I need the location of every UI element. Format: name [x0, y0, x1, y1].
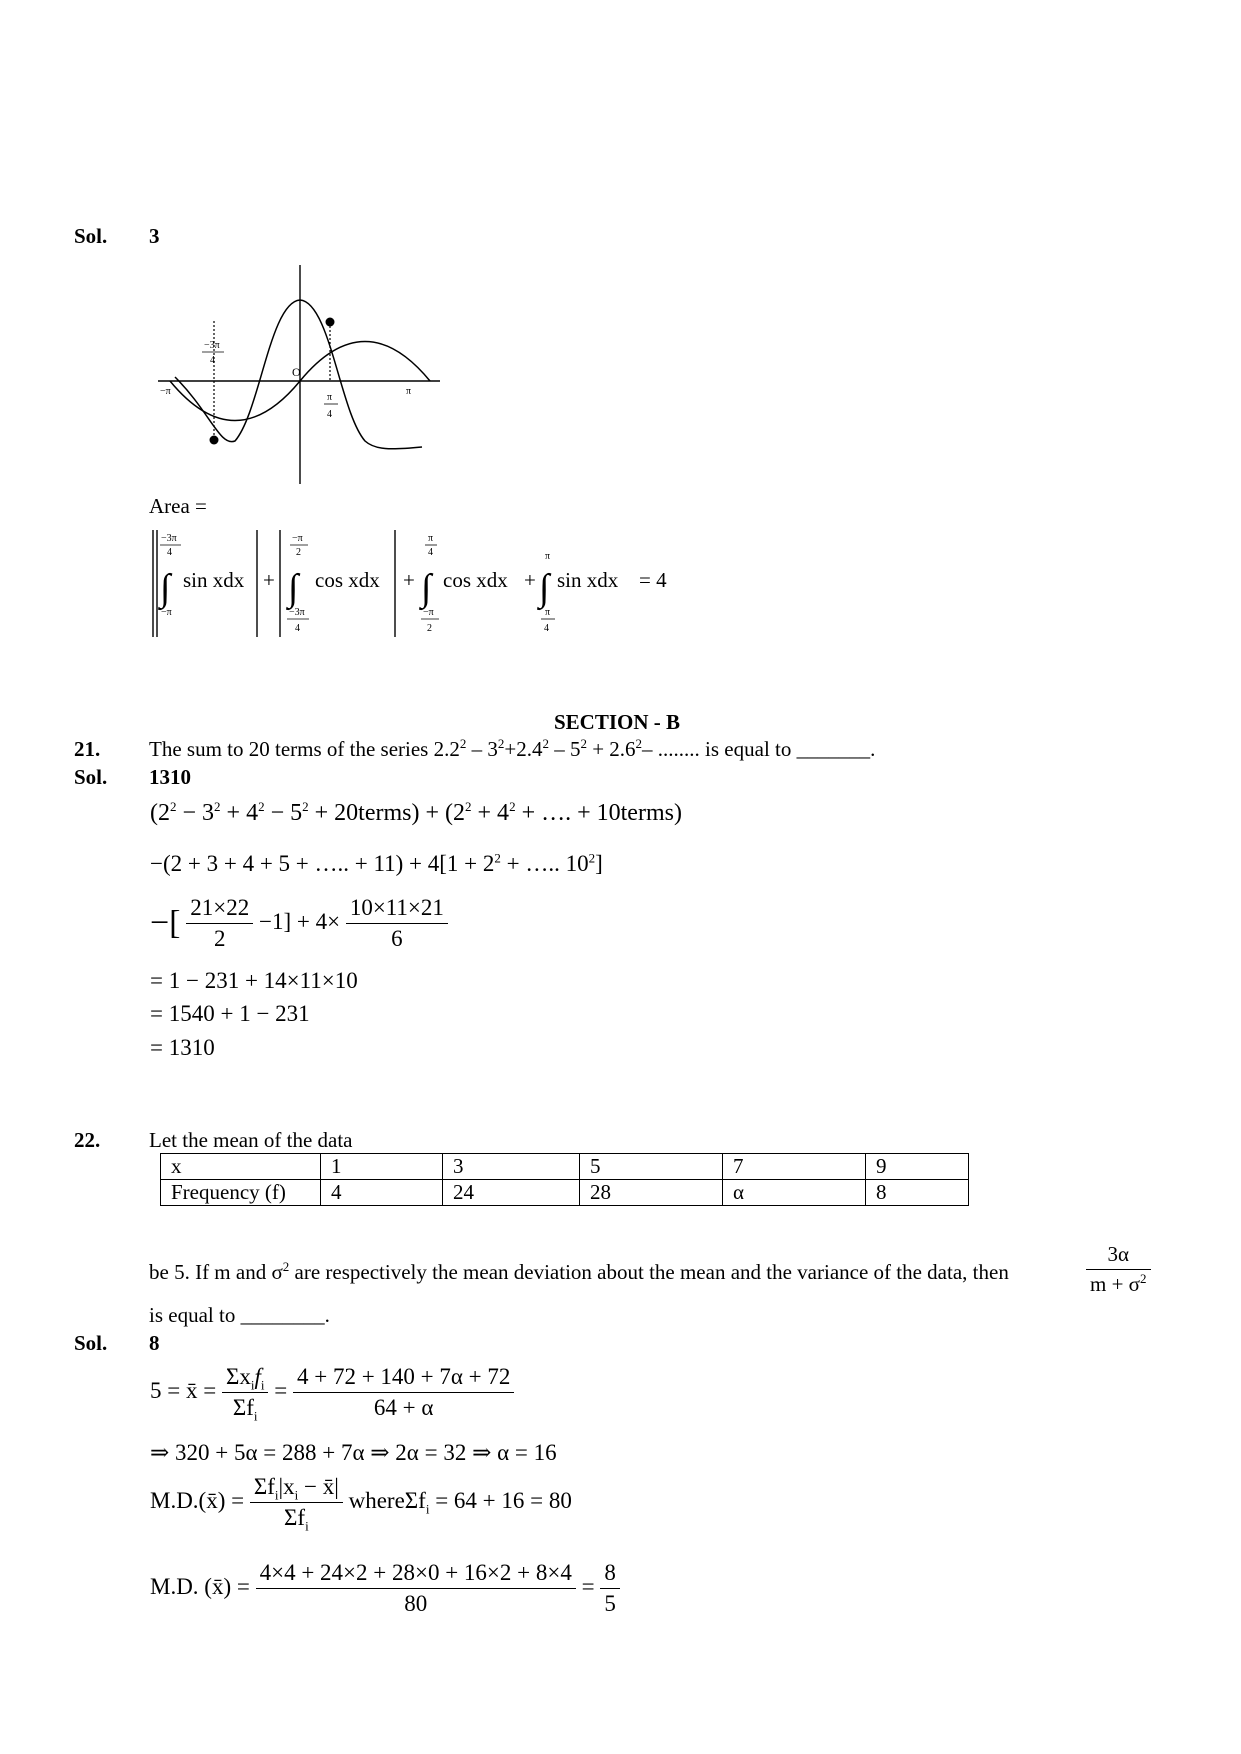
- q21-line5: = 1540 + 1 − 231: [150, 1001, 310, 1026]
- q22-answer: 8: [149, 1331, 160, 1355]
- svg-text:−π: −π: [423, 607, 434, 618]
- svg-text:π: π: [428, 533, 434, 544]
- q22-eq2: ⇒ 320 + 5α = 288 + 7α ⇒ 2α = 32 ⇒ α = 16: [150, 1440, 557, 1465]
- sin-cos-graph: [150, 262, 450, 487]
- section-title: SECTION - B: [554, 710, 681, 734]
- q21-line3: −[ $\frac{21\times 22}{2}$ −1] + 4× $\frac{10\times 11\times 21}{6}$: [150, 895, 448, 952]
- area-result: = 4: [639, 568, 667, 592]
- svg-text:2: 2: [296, 547, 301, 558]
- svg-text:∫: ∫: [160, 567, 171, 609]
- q21-answer: 1310: [149, 765, 191, 789]
- svg-text:−π: −π: [161, 607, 172, 618]
- sol-label: Sol.: [74, 224, 108, 248]
- intersection-left: [210, 436, 219, 445]
- svg-text:∫: ∫: [421, 567, 432, 609]
- svg-text:π: π: [545, 607, 551, 618]
- q22-eq4: M.D. (x̄) = $\frac{4\times 4 + 24\times 2 + 28\times 0 + 16\times 2 + 8\times 4}{80}$ = $\frac{8}{5}$: [150, 1560, 620, 1617]
- integrand-1: sin xdx: [183, 568, 245, 592]
- table-row: x 1 3 5 7 9: [161, 1154, 969, 1180]
- frequency-table: [160, 1153, 969, 1206]
- area-integral: [145, 525, 685, 645]
- q21-line2: −(2 + 3 + 4 + 5 + ….. + $11) + 4[1 + 2^2$ + ….. $10^2$]: [150, 850, 603, 876]
- area-label: Area =: [149, 494, 207, 518]
- svg-text:2: 2: [427, 623, 432, 634]
- q21-number: 21.: [74, 737, 101, 761]
- q22-fraction: $\frac{3\alpha}{m + \sigma^2}$: [1086, 1242, 1151, 1297]
- q22-text-end: is equal to ________.: [149, 1303, 330, 1327]
- tick-left-den: 4: [210, 355, 215, 366]
- svg-text:+: +: [524, 568, 536, 592]
- minus-pi-label: −π: [160, 386, 171, 397]
- q22-sol-label: Sol.: [74, 1331, 108, 1355]
- sol-answer: 3: [149, 224, 160, 248]
- q21-sol-label: Sol.: [74, 765, 108, 789]
- svg-text:−π: −π: [292, 533, 303, 544]
- pi-label: π: [406, 386, 412, 397]
- q22-number: 22.: [74, 1128, 101, 1152]
- svg-text:4: 4: [544, 623, 549, 634]
- q22-intro: Let the mean of the data: [149, 1128, 353, 1152]
- q21-line1: ($2^2 - 3^2 + 4^2 - 5^2$ + 20terms) + ($2^2 + 4^2$ + …. + 10terms): [150, 799, 682, 826]
- svg-text:π: π: [545, 551, 551, 562]
- q21-line4: = 1 − 231 + 14×11×10: [150, 968, 358, 993]
- integrand-2: cos xdx: [315, 568, 380, 592]
- svg-text:4: 4: [167, 547, 172, 558]
- svg-text:+: +: [263, 568, 275, 592]
- q22-eq3: M.D.(x̄) = $\frac{\Sigma f_i|x_i - x̄|}{\Sigma f_i}$ whereΣf$_i$ = 64 + 16 = 80: [150, 1474, 572, 1534]
- svg-text:4: 4: [295, 623, 300, 634]
- q21-question: The sum to 20 terms of the series $2.2^2 - 3^2+2.4^2 - 5^2 + 2.6^2-$ ........ is equal to _______.: [149, 736, 876, 761]
- tick-left-num: −3π: [204, 340, 220, 351]
- svg-text:−3π: −3π: [289, 607, 305, 618]
- q22-text: be 5. If m and $\sigma^2$ are respectively the mean deviation about the mean and the variance of the data, then: [149, 1259, 1009, 1284]
- q21-line6: = 1310: [150, 1035, 215, 1060]
- intersection-right: [326, 318, 335, 327]
- table-row: Frequency (f) 4 24 28 α 8: [161, 1180, 969, 1206]
- q22-eq1: 5 = x̄ = $\frac{\Sigma x_if_i}{\Sigma f_i}$ = $\frac{4 + 72 + 140 + 7\alpha + 72}{64 + \alpha}$: [150, 1364, 514, 1421]
- integrand-3: cos xdx: [443, 568, 508, 592]
- tick-right-num: π: [327, 392, 333, 403]
- svg-text:+: +: [403, 568, 415, 592]
- tick-right-den: 4: [327, 409, 332, 420]
- svg-text:∫: ∫: [539, 567, 550, 609]
- integrand-4: sin xdx: [557, 568, 619, 592]
- svg-text:−3π: −3π: [161, 533, 177, 544]
- svg-text:4: 4: [428, 547, 433, 558]
- svg-text:∫: ∫: [288, 567, 299, 609]
- origin-label: O: [292, 365, 301, 379]
